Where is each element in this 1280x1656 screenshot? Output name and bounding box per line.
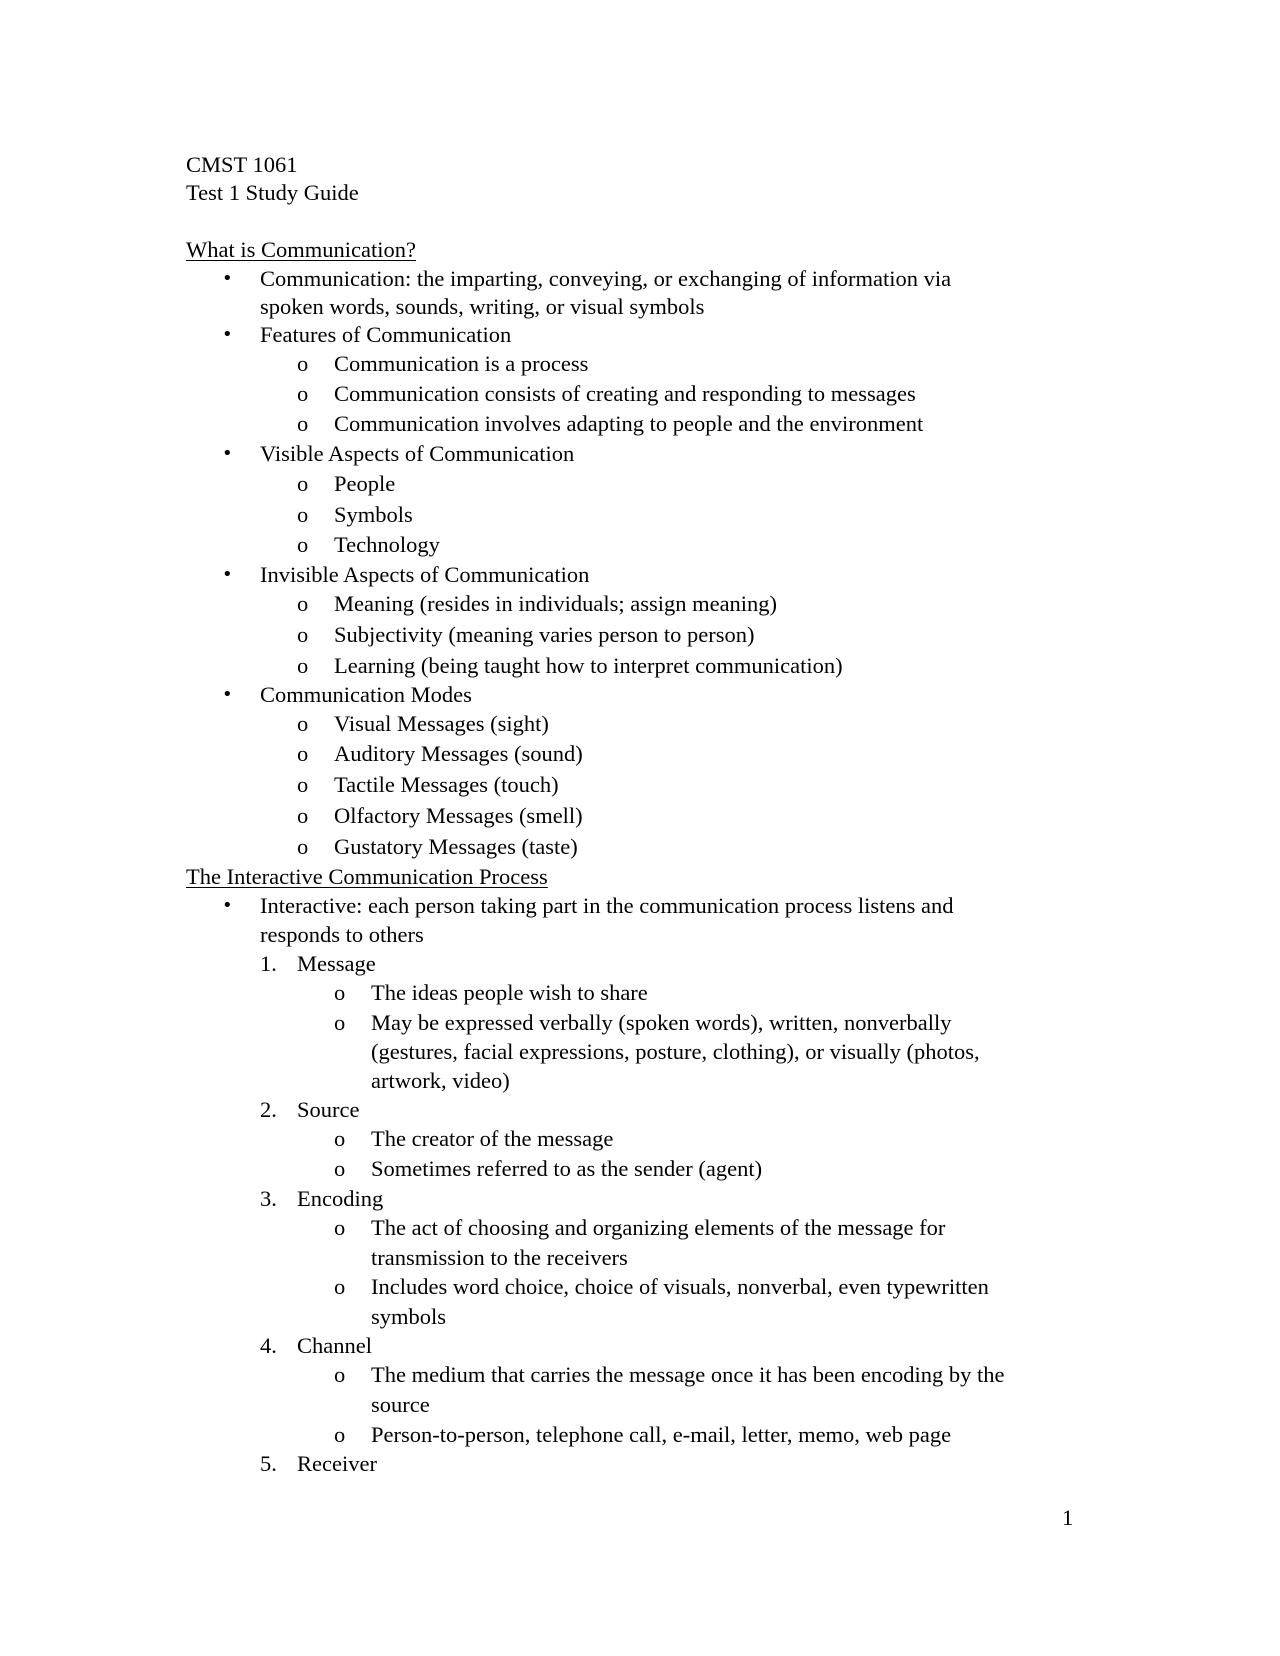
sub-bullet-marker: o: [297, 741, 309, 766]
page-number: 1: [1062, 1505, 1074, 1530]
sub-list-item-continued: (gestures, facial expressions, posture, clothing), or visually (photos,: [371, 1039, 980, 1064]
sub-bullet-marker: o: [334, 1010, 346, 1035]
sub-list-item-continued: transmission to the receivers: [371, 1245, 628, 1270]
sub-bullet-marker: o: [334, 1274, 346, 1299]
step-number: 1.: [260, 951, 277, 976]
step-title-source: Source: [297, 1097, 360, 1122]
sub-bullet-marker: o: [297, 653, 309, 678]
step-title-channel: Channel: [297, 1333, 372, 1358]
sub-list-item: The ideas people wish to share: [371, 980, 648, 1005]
sub-bullet-marker: o: [334, 1215, 346, 1240]
definition-line: responds to others: [260, 922, 424, 947]
list-item-invisible-aspects: Invisible Aspects of Communication: [260, 562, 590, 587]
sub-bullet-marker: o: [297, 532, 309, 557]
sub-list-item: Communication involves adapting to people and the environment: [334, 411, 924, 436]
sub-bullet-marker: o: [297, 502, 309, 527]
sub-list-item: People: [334, 471, 396, 496]
bullet-marker: •: [222, 268, 233, 289]
sub-list-item: Sometimes referred to as the sender (agent): [371, 1156, 763, 1181]
document-title: Test 1 Study Guide: [186, 180, 359, 205]
sub-list-item: May be expressed verbally (spoken words), written, nonverbally: [371, 1010, 952, 1035]
sub-bullet-marker: o: [297, 471, 309, 496]
bullet-marker: •: [222, 684, 233, 705]
sub-list-item: Communication consists of creating and responding to messages: [334, 381, 916, 406]
step-title-message: Message: [297, 951, 376, 976]
sub-list-item: Communication is a process: [334, 351, 589, 376]
sub-list-item: Person-to-person, telephone call, e-mail, letter, memo, web page: [371, 1422, 952, 1447]
step-number: 4.: [260, 1333, 277, 1358]
sub-list-item: The medium that carries the message once it has been encoding by the: [371, 1362, 1005, 1387]
definition-line: Interactive: each person taking part in the communication process listens and: [260, 893, 954, 918]
definition-line: Communication: the imparting, conveying, or exchanging of information via: [260, 266, 952, 291]
sub-list-item-continued: symbols: [371, 1304, 447, 1329]
sub-list-item: Meaning (resides in individuals; assign meaning): [334, 591, 778, 616]
sub-bullet-marker: o: [334, 980, 346, 1005]
sub-bullet-marker: o: [297, 622, 309, 647]
bullet-marker: •: [222, 443, 233, 464]
sub-list-item: Technology: [334, 532, 440, 557]
step-number: 3.: [260, 1186, 277, 1211]
section-heading-communication: What is Communication?: [186, 237, 416, 262]
sub-bullet-marker: o: [334, 1156, 346, 1181]
sub-list-item: Gustatory Messages (taste): [334, 834, 578, 859]
sub-list-item: Symbols: [334, 502, 413, 527]
sub-list-item: The act of choosing and organizing elements of the message for: [371, 1215, 946, 1240]
sub-list-item: The creator of the message: [371, 1126, 614, 1151]
sub-bullet-marker: o: [334, 1126, 346, 1151]
sub-bullet-marker: o: [334, 1362, 346, 1387]
sub-bullet-marker: o: [297, 351, 309, 376]
bullet-marker: •: [222, 564, 233, 585]
sub-bullet-marker: o: [297, 381, 309, 406]
sub-bullet-marker: o: [297, 803, 309, 828]
step-title-receiver: Receiver: [297, 1451, 377, 1476]
step-number: 2.: [260, 1097, 277, 1122]
course-code: CMST 1061: [186, 152, 298, 177]
sub-list-item: Learning (being taught how to interpret communication): [334, 653, 843, 678]
list-item-features: Features of Communication: [260, 322, 512, 347]
step-title-encoding: Encoding: [297, 1186, 384, 1211]
sub-bullet-marker: o: [297, 711, 309, 736]
sub-list-item: Visual Messages (sight): [334, 711, 549, 736]
sub-list-item: Subjectivity (meaning varies person to person): [334, 622, 755, 647]
sub-list-item: Includes word choice, choice of visuals, nonverbal, even typewritten: [371, 1274, 989, 1299]
sub-bullet-marker: o: [297, 411, 309, 436]
sub-bullet-marker: o: [334, 1422, 346, 1447]
list-item-modes: Communication Modes: [260, 682, 472, 707]
sub-list-item: Olfactory Messages (smell): [334, 803, 583, 828]
step-number: 5.: [260, 1451, 277, 1476]
sub-bullet-marker: o: [297, 591, 309, 616]
sub-list-item: Auditory Messages (sound): [334, 741, 583, 766]
sub-bullet-marker: o: [297, 772, 309, 797]
bullet-marker: •: [222, 324, 233, 345]
section-heading-interactive-process: The Interactive Communication Process: [186, 864, 548, 889]
sub-list-item-continued: artwork, video): [371, 1068, 510, 1093]
sub-list-item-continued: source: [371, 1392, 430, 1417]
list-item-visible-aspects: Visible Aspects of Communication: [260, 441, 575, 466]
definition-line: spoken words, sounds, writing, or visual symbols: [260, 294, 705, 319]
sub-list-item: Tactile Messages (touch): [334, 772, 559, 797]
sub-bullet-marker: o: [297, 834, 309, 859]
bullet-marker: •: [222, 895, 233, 916]
